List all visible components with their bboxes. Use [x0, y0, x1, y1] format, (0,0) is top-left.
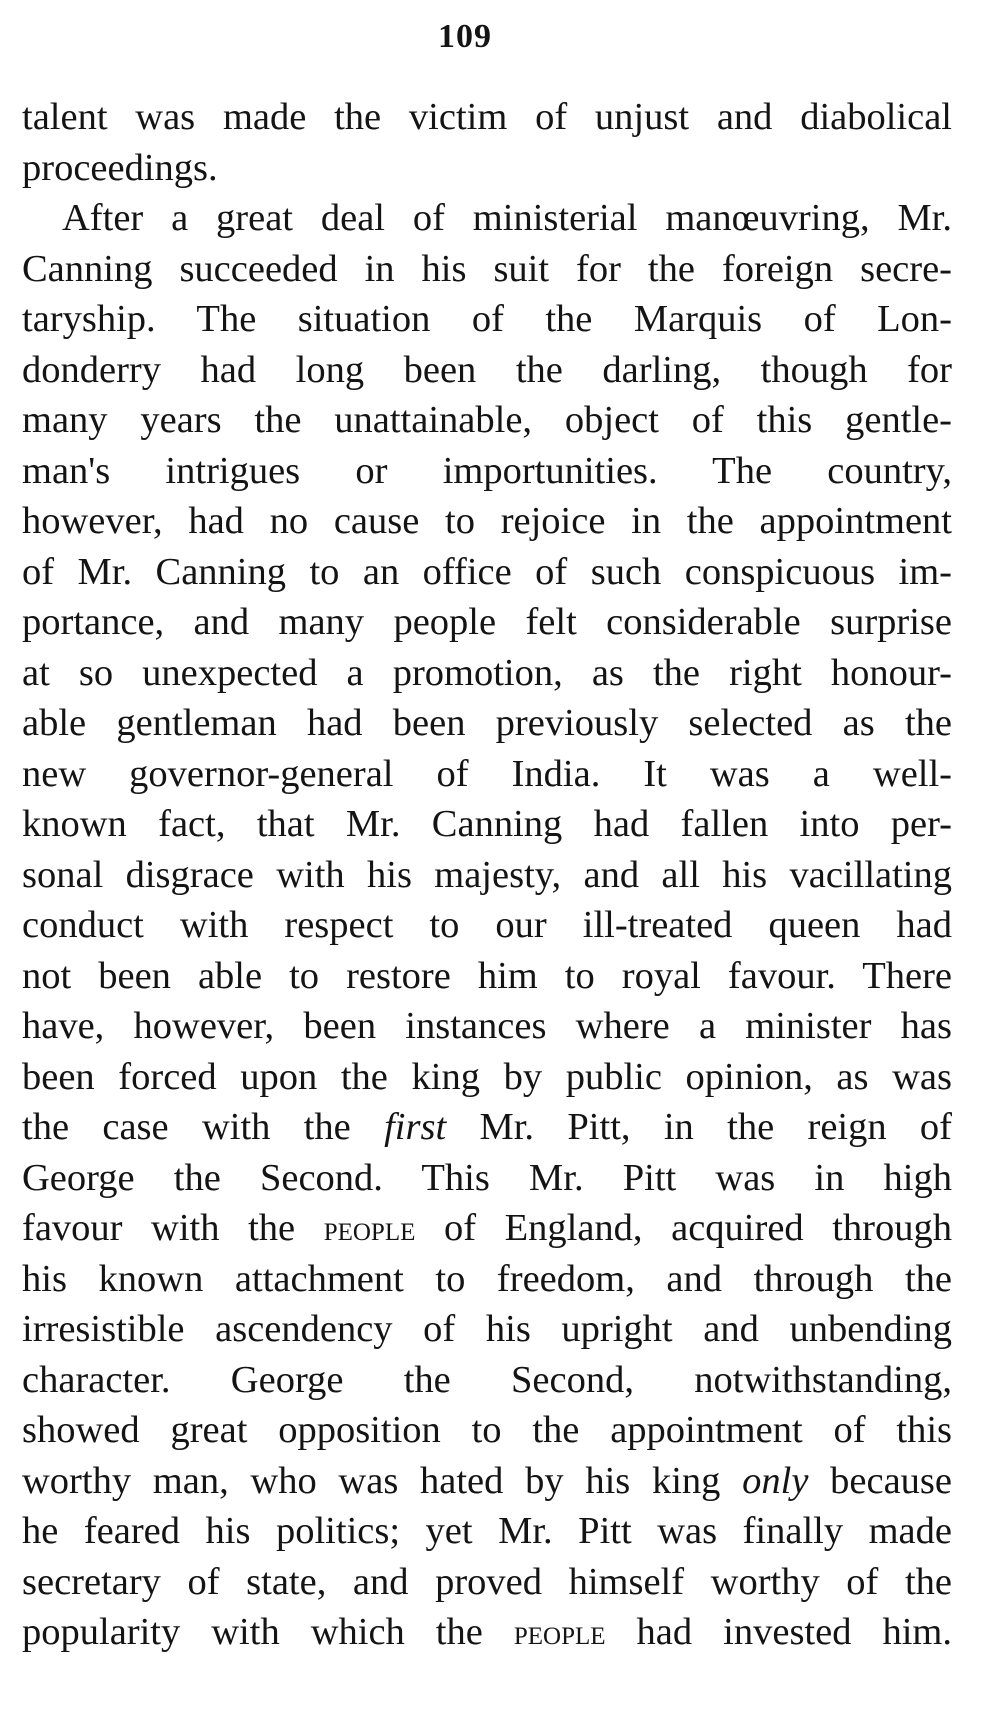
- italic-text: first: [384, 1106, 447, 1148]
- page-number: 109: [438, 18, 492, 55]
- text-segment: the case with the: [22, 1106, 385, 1148]
- text-line: however, had no cause to rejoice in the appointment: [22, 500, 952, 542]
- text-line: showed great opposition to the appointment of this: [22, 1409, 952, 1451]
- text-line: known fact, that Mr. Canning had fallen into per-: [22, 803, 952, 845]
- text-line: Canning succeeded in his suit for the foreign secre-: [22, 247, 952, 290]
- text-line: [22, 1203, 952, 1254]
- text-line: [22, 1102, 952, 1153]
- text-line: George the Second. This Mr. Pitt was in high: [22, 1156, 952, 1199]
- text-line: conduct with respect to our ill-treated queen had: [22, 904, 952, 946]
- italic-text: only: [742, 1459, 809, 1502]
- text-line: secretary of state, and proved himself worthy of the: [22, 1560, 952, 1603]
- text-line: of Mr. Canning to an office of such conspicuous im-: [22, 550, 952, 593]
- text-line: donderry had long been the darling, though for: [22, 348, 952, 391]
- text-line: sonal disgrace with his majesty, and all his vacillating: [22, 853, 952, 896]
- text-segment: popularity with which the: [22, 1611, 514, 1653]
- text-line: many years the unattainable, object of this gentle-: [22, 399, 952, 441]
- text-line: character. George the Second, notwithstanding,: [22, 1358, 952, 1401]
- text-line: talent was made the victim of unjust and diabolical: [22, 96, 952, 138]
- text-line: not been able to restore him to royal favour. There: [22, 954, 952, 997]
- text-line: portance, and many people felt considerable surprise: [22, 601, 952, 643]
- text-segment: favour with the: [22, 1207, 324, 1249]
- text-line: man's intrigues or importunities. The country,: [22, 449, 952, 492]
- text-line: new governor-general of India. It was a well-: [22, 752, 952, 795]
- text-segment: had invested him.: [605, 1611, 952, 1653]
- text-line: have, however, been instances where a minister has: [22, 1005, 952, 1047]
- text-line: [22, 1607, 952, 1658]
- text-line: irresistible ascendency of his upright and unbending: [22, 1308, 952, 1350]
- text-line: After a great deal of ministerial manœuvring, Mr.: [62, 197, 952, 239]
- text-line: able gentleman had been previously selected as the: [22, 702, 952, 744]
- text-line: he feared his politics; yet Mr. Pitt was finally made: [22, 1510, 952, 1552]
- body-text: [22, 92, 952, 1658]
- small-caps-text: people: [323, 1208, 416, 1248]
- text-line: taryship. The situation of the Marquis of Lon-: [22, 298, 952, 340]
- text-segment: because: [808, 1459, 952, 1502]
- text-line: been forced upon the king by public opinion, as was: [22, 1055, 952, 1098]
- text-segment: worthy man, who was hated by his king: [22, 1459, 743, 1502]
- small-caps-text: people: [513, 1612, 606, 1652]
- text-line: proceedings.: [22, 146, 218, 189]
- text-segment: Mr. Pitt, in the reign of: [446, 1106, 953, 1148]
- text-segment: of England, acquired through: [415, 1207, 952, 1249]
- text-line: [22, 1456, 952, 1507]
- text-line: at so unexpected a promotion, as the right honour-: [22, 651, 952, 694]
- text-line: his known attachment to freedom, and through the: [22, 1257, 952, 1300]
